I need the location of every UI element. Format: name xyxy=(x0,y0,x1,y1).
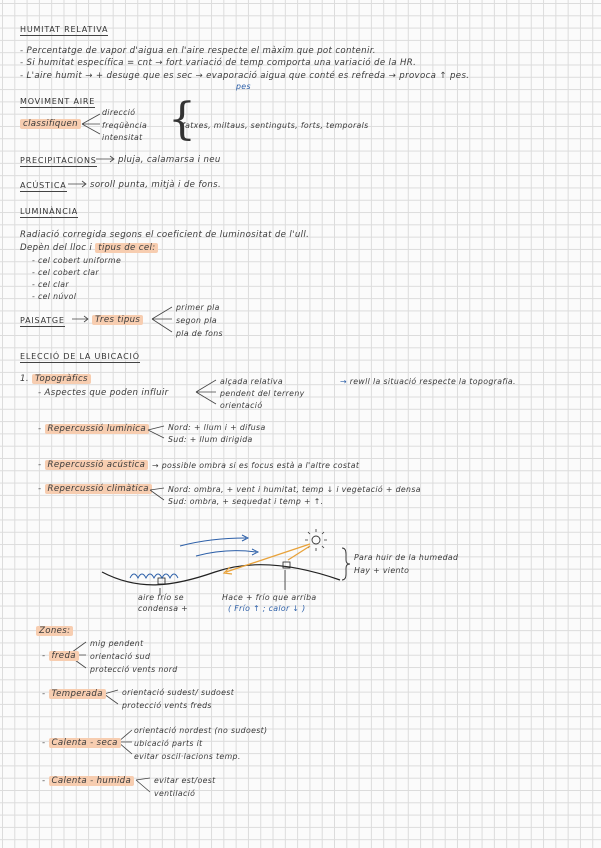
humitat-line-1: - Percentatge de vapor d'aigua en l'aire respecte el màxim que pot contenir. xyxy=(20,46,376,56)
moviment-item-2: freqüència xyxy=(102,121,148,130)
zone-temperada-arrows xyxy=(104,690,118,704)
aspectes-branch-arrows xyxy=(196,380,216,404)
zone-calenta-humida-item-2: ventilació xyxy=(154,789,196,798)
cel-type-3: - cel clar xyxy=(32,280,69,289)
paisatge-arrow xyxy=(72,316,88,322)
moviment-classify: classifiquen xyxy=(20,119,81,130)
zone-freda-item-1: mig pendent xyxy=(90,639,144,648)
zone-temperada-label: - Temperada xyxy=(42,689,106,700)
moviment-branch-arrows xyxy=(82,114,100,134)
paisatge-label: PAISATGE xyxy=(20,316,65,325)
zone-calenta-seca-item-3: evitar oscil·lacions temp. xyxy=(134,752,241,761)
precipitacions-arrow xyxy=(96,156,114,162)
zone-freda-item-2: orientació sud xyxy=(90,652,151,661)
aspect-note: → rewll la situació respecte la topografia. xyxy=(340,377,516,386)
section-title-eleccio: ELECCIÓ DE LA UBICACIÓ xyxy=(20,352,140,361)
acustica-arrow xyxy=(68,181,86,187)
house-low-icon xyxy=(158,578,165,584)
rep-cli-item-1: Nord: ombra, + vent i humitat, temp ↓ i vegetació + densa xyxy=(168,485,421,494)
luminancia-line-2: Depèn del lloc i tipus de cel: xyxy=(20,243,158,254)
section-title-luminancia: LUMINÀNCIA xyxy=(20,207,79,216)
aspectes-label: - Aspectes que poden influir xyxy=(38,388,169,398)
section-title-moviment: MOVIMENT AIRE xyxy=(20,97,96,106)
zone-calenta-seca-item-1: orientació nordest (no sudoest) xyxy=(134,726,268,735)
paisatge-item-1: primer pla xyxy=(176,303,220,312)
topografics-heading: 1. Topogràfics xyxy=(20,374,91,385)
rep-lum-item-2: Sud: + llum dirigida xyxy=(168,435,253,444)
cel-type-2: - cel cobert clar xyxy=(32,268,99,277)
paisatge-types: Tres tipus xyxy=(92,315,143,326)
hot-air-label-2: ( Frío ↑ ; calor ↓ ) xyxy=(228,604,306,613)
precipitacions-label: PRECIPITACIONS xyxy=(20,156,97,165)
acustica-text: soroll punta, mitjà i de fons. xyxy=(90,180,222,190)
zone-temperada-item-1: orientació sudest/ sudoest xyxy=(122,688,235,697)
rep-cli-label: - Repercussió climàtica xyxy=(38,484,152,495)
rep-acu-label: - Repercussió acústica xyxy=(38,460,148,471)
zone-calenta-humida-label: - Calenta - humida xyxy=(42,776,134,787)
zones-title: Zones: xyxy=(36,626,73,637)
moviment-item-3: intensitat xyxy=(102,133,143,142)
aspect-item-2: pendent del terreny xyxy=(220,389,305,398)
zone-temperada-item-2: protecció vents freds xyxy=(122,701,212,710)
paisatge-item-2: segon pla xyxy=(176,316,218,325)
zone-calenta-humida-item-1: evitar est/oest xyxy=(154,776,216,785)
wind-arrow-2 xyxy=(196,551,256,556)
cel-type-1: - cel cobert uniforme xyxy=(32,256,122,265)
humitat-note: pes xyxy=(236,82,251,91)
rep-lum-branch-arrows xyxy=(148,426,164,438)
diagram-note-2: Hay + viento xyxy=(354,566,410,575)
luminancia-line-1: Radiació corregida segons el coeficient de luminositat de l'ull. xyxy=(20,230,310,240)
diagram-brace xyxy=(342,548,350,580)
cold-air-label-2: condensa + xyxy=(138,604,189,613)
humitat-line-2: - Si humitat específica = cnt → fort variació de temp comporta una variació de la HR. xyxy=(20,58,417,68)
cold-air-curls xyxy=(130,574,178,578)
diagram-note-1: Para huir de la humedad xyxy=(354,553,459,562)
rep-cli-branch-arrows xyxy=(150,488,164,500)
rep-acu-text: → possible ombra si es focus està a l'altre costat xyxy=(152,461,360,470)
aspect-item-1: alçada relativa xyxy=(220,377,284,386)
ground-line xyxy=(102,565,340,585)
rep-cli-item-2: Sud: ombra, + sequedat i temp + ↑. xyxy=(168,497,324,506)
aspect-item-3: orientació xyxy=(220,401,263,410)
zone-calenta-seca-label: - Calenta - seca xyxy=(42,738,121,749)
moviment-item-1: direcció xyxy=(102,108,136,117)
zone-calenta-seca-item-2: ubicació parts it xyxy=(134,739,203,748)
humitat-line-3: - L'aire humit → + desuge que es sec → evaporació aigua que conté es refreda → provoca ↑ pes. xyxy=(20,71,470,81)
section-title-humitat: HUMITAT RELATIVA xyxy=(20,25,109,34)
zone-freda-item-3: protecció vents nord xyxy=(90,665,178,674)
wind-arrow-1 xyxy=(180,538,246,546)
cel-type-4: - cel núvol xyxy=(32,292,77,301)
hot-air-label-1: Hace + frío que arriba xyxy=(222,593,317,602)
cold-air-label-1: aire frío se xyxy=(138,593,184,602)
zone-calenta-humida-arrows xyxy=(136,778,150,792)
zone-freda-label: - freda xyxy=(42,651,79,662)
rep-lum-item-1: Nord: + llum i + difusa xyxy=(168,423,266,432)
precipitacions-text: pluja, calamarsa i neu xyxy=(118,155,221,165)
paisatge-item-3: pla de fons xyxy=(176,329,223,338)
moviment-effects: fatxes, miltaus, sentinguts, forts, temporals xyxy=(182,121,369,130)
paisatge-branch-arrows xyxy=(152,307,172,332)
acustica-label: ACÚSTICA xyxy=(20,181,67,190)
rep-lum-label: - Repercussió lumínica xyxy=(38,424,149,435)
sun-icon xyxy=(312,536,320,544)
curly-brace-icon: { xyxy=(168,94,196,145)
